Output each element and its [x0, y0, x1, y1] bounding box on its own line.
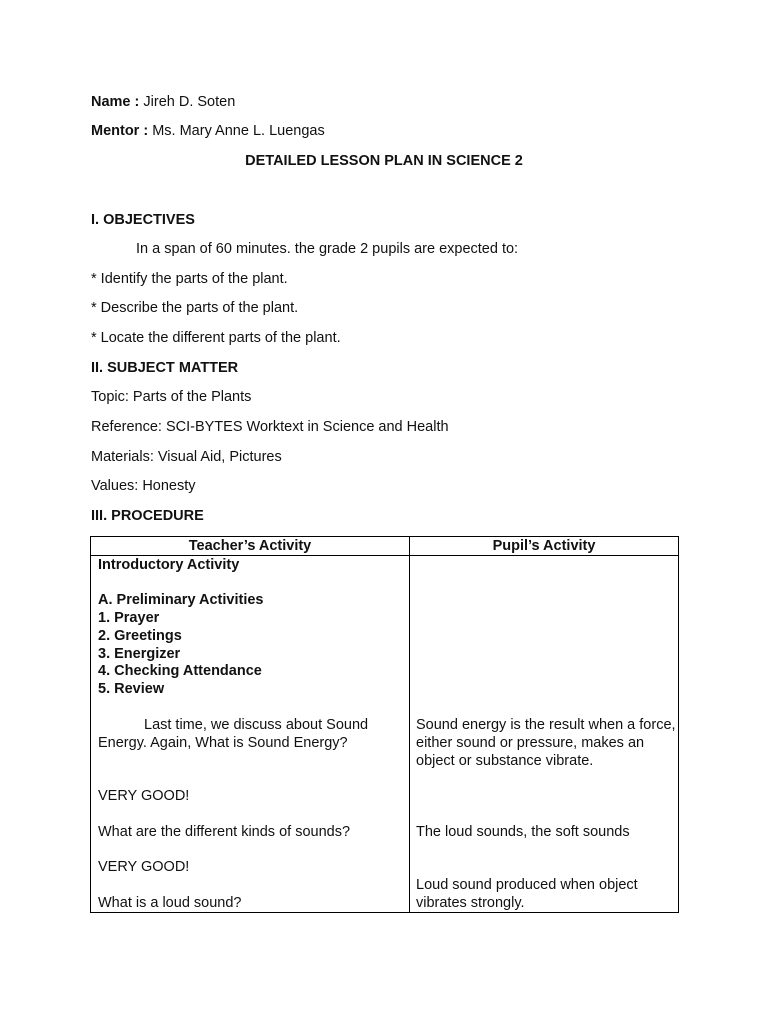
name-value: Jireh D. Soten	[143, 94, 236, 110]
pupil-activity-cell	[410, 556, 679, 913]
teacher-question-1-line2: Energy. Again, What is Sound Energy?	[98, 735, 348, 751]
step-item: 2. Greetings	[98, 628, 182, 644]
document-title: DETAILED LESSON PLAN IN SCIENCE 2	[245, 153, 523, 169]
table-row	[91, 556, 679, 913]
teacher-praise-2: VERY GOOD!	[98, 859, 190, 875]
procedure-heading: III. PROCEDURE	[91, 508, 204, 524]
teacher-question-2: What are the different kinds of sounds?	[98, 824, 351, 840]
subject-materials: Materials: Visual Aid, Pictures	[91, 449, 282, 465]
introductory-activity-label: Introductory Activity	[98, 557, 240, 573]
name-line	[91, 93, 235, 111]
subject-values: Values: Honesty	[91, 478, 196, 494]
name-label: Name :	[91, 94, 140, 110]
table-header-row	[91, 537, 679, 556]
teacher-activity-cell	[91, 556, 410, 913]
teacher-praise-1: VERY GOOD!	[98, 788, 190, 804]
teacher-question-3: What is a loud sound?	[98, 895, 242, 911]
mentor-line	[91, 122, 325, 140]
column-header-pupil: Pupil’s Activity	[410, 537, 679, 556]
objective-item: * Describe the parts of the plant.	[91, 300, 299, 316]
objective-item: * Locate the different parts of the plant.	[91, 330, 341, 346]
objectives-intro: In a span of 60 minutes. the grade 2 pupils are expected to:	[136, 241, 519, 257]
step-item: 4. Checking Attendance	[98, 663, 262, 679]
subject-topic: Topic: Parts of the Plants	[91, 389, 252, 405]
pupil-answer-3: Loud sound produced when object vibrates strongly.	[416, 877, 638, 911]
column-header-teacher: Teacher’s Activity	[91, 537, 410, 556]
subject-reference: Reference: SCI-BYTES Worktext in Science and Health	[91, 419, 449, 435]
mentor-value: Ms. Mary Anne L. Luengas	[152, 123, 325, 139]
step-item: 3. Energizer	[98, 646, 181, 662]
teacher-question-1-line1: Last time, we discuss about Sound	[144, 717, 369, 733]
mentor-label: Mentor :	[91, 123, 149, 139]
pupil-answer-2: The loud sounds, the soft sounds	[416, 824, 630, 840]
objectives-heading: I. OBJECTIVES	[91, 212, 195, 228]
step-item: 1. Prayer	[98, 610, 160, 626]
procedure-table	[90, 536, 679, 913]
objective-item: * Identify the parts of the plant.	[91, 271, 288, 287]
subject-matter-heading: II. SUBJECT MATTER	[91, 360, 239, 376]
preliminary-activities-label: A. Preliminary Activities	[98, 592, 264, 608]
step-item: 5. Review	[98, 681, 165, 697]
pupil-answer-1: Sound energy is the result when a force, either sound or pressure, makes an object or substance vibrate.	[416, 717, 676, 769]
